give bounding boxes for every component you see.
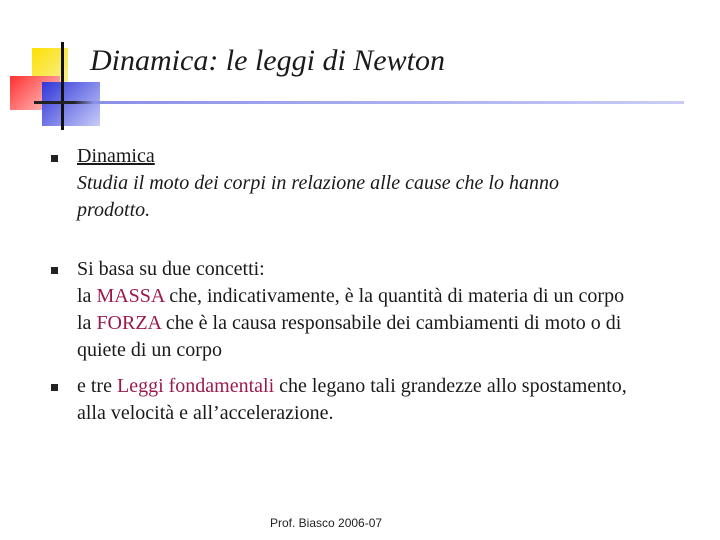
leggi-line-1 [77, 373, 707, 400]
massa-description: che, indicativamente, è la quantità di materia di un corpo [164, 285, 625, 307]
leggi-prefix: e tre [77, 375, 117, 397]
massa-prefix: la [77, 285, 97, 307]
dinamica-definition-line-1: Studia il moto dei corpi in relazione alle cause che lo hanno [77, 172, 559, 194]
leggi-description: che legano tali grandezze allo spostamento, [274, 375, 627, 397]
bullet-icon [51, 384, 58, 391]
massa-term: MASSA [96, 285, 165, 307]
forza-prefix: la [77, 312, 97, 334]
forza-description-cont: quiete di un corpo [77, 339, 222, 361]
leggi-term: Leggi fondamentali [116, 375, 275, 397]
dinamica-definition-line-2: prodotto. [77, 199, 151, 221]
decor-vertical-line [61, 42, 64, 130]
bullet-icon [51, 155, 58, 162]
bullet-item-dinamica [77, 143, 707, 224]
forza-line [77, 310, 707, 337]
massa-line [77, 283, 707, 310]
forza-term: FORZA [96, 312, 161, 334]
bullet-item-concetti [77, 256, 707, 364]
bullet-item-leggi [77, 373, 707, 427]
concetti-intro: Si basa su due concetti: [77, 258, 265, 280]
bullet-icon [51, 267, 58, 274]
forza-description: che è la causa responsabile dei cambiamenti di moto o di [160, 312, 622, 334]
title-underline [34, 101, 684, 104]
footer-author: Prof. Biasco 2006-07 [270, 516, 383, 530]
dinamica-heading: Dinamica [77, 145, 155, 167]
decor-blue-square [42, 82, 100, 126]
leggi-line-2: alla velocità e all’accelerazione. [77, 402, 334, 424]
slide-title: Dinamica: le leggi di Newton [90, 44, 445, 77]
